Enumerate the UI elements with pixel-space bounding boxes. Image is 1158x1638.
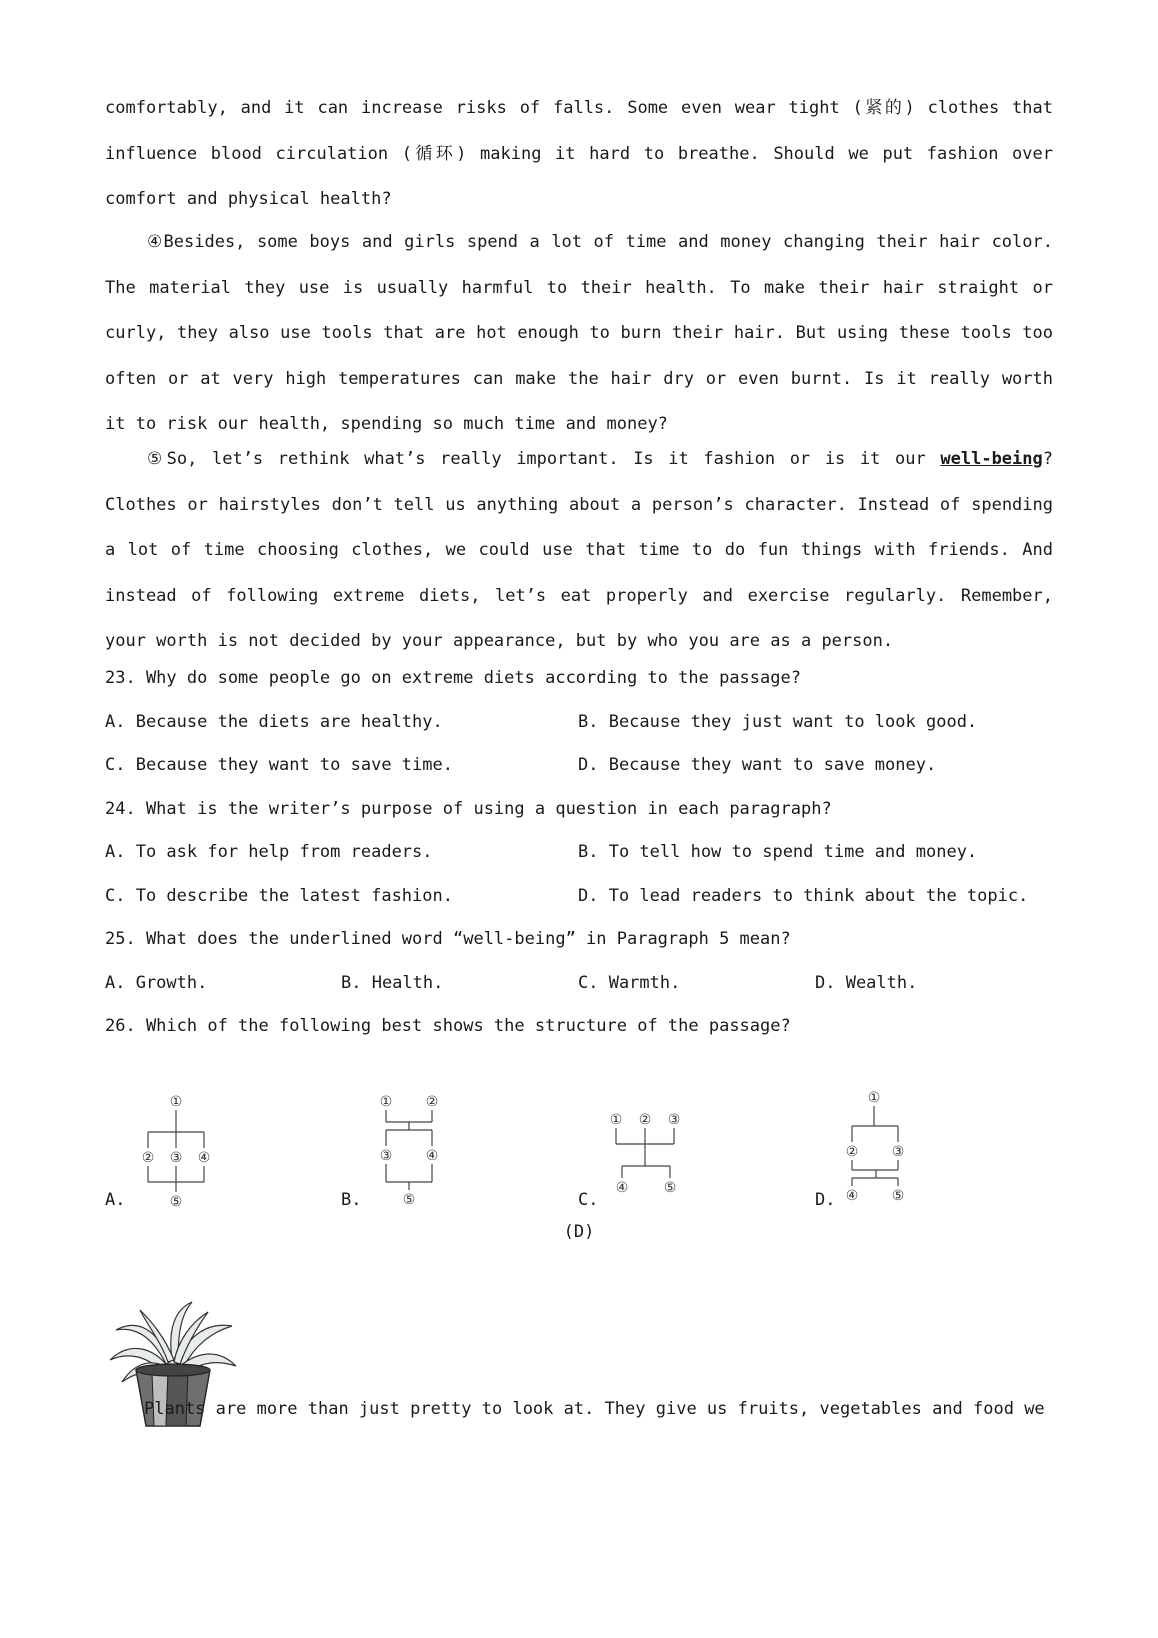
node-2: ② — [425, 1094, 439, 1110]
node-4: ④ — [197, 1150, 211, 1166]
question-24-option-a[interactable]: A. To ask for help from readers. — [105, 842, 433, 862]
question-25-option-a[interactable]: A. Growth. — [105, 973, 208, 993]
node-3: ③ — [667, 1112, 681, 1128]
next-passage-first-line: Plants are more than just pretty to look at. They give us fruits, vegetables and food we — [144, 1399, 1045, 1419]
question-24-option-c[interactable]: C. To describe the latest fashion. — [105, 886, 453, 906]
question-23-option-b[interactable]: B. Because they just want to look good. — [578, 712, 978, 732]
node-1: ① — [379, 1094, 393, 1110]
structure-diagram-c[interactable] — [608, 1108, 698, 1208]
node-3: ③ — [891, 1144, 905, 1160]
paragraph-5-start: ⑤So, let’s rethink what’s really important. Is it fashion or is it our — [147, 449, 941, 469]
question-23-option-a[interactable]: A. Because the diets are healthy. — [105, 712, 443, 732]
question-26-option-c[interactable]: C. — [578, 1190, 599, 1210]
question-26-option-d[interactable]: D. — [815, 1190, 836, 1210]
node-3: ③ — [169, 1150, 183, 1166]
question-23-option-d[interactable]: D. Because they want to save money. — [578, 755, 937, 775]
question-26-option-a[interactable]: A. — [105, 1190, 126, 1210]
node-1: ① — [169, 1094, 183, 1110]
paragraph-5-rest: ? Clothes or hairstyles don’t tell us anything about a person’s character. Instead of spending a lot of time choosing clothes, we could use that time to do fun things with friends. And instead of following extreme diets, let’s eat properly and exercise regularly. Remember, your worth is not decided by your appearance, but by who you are as a person. — [105, 449, 1053, 651]
node-4: ④ — [425, 1148, 439, 1164]
question-24-stem: 24. What is the writer’s purpose of using a question in each paragraph? — [105, 799, 832, 819]
node-4: ④ — [615, 1180, 629, 1196]
node-3: ③ — [379, 1148, 393, 1164]
question-23-option-c[interactable]: C. Because they want to save time. — [105, 755, 453, 775]
structure-diagram-d[interactable] — [836, 1086, 916, 1208]
question-25-option-b[interactable]: B. Health. — [341, 973, 444, 993]
question-24-option-d[interactable]: D. To lead readers to think about the topic. — [578, 886, 1029, 906]
question-23-stem: 23. Why do some people go on extreme diets according to the passage? — [105, 668, 801, 688]
node-2: ② — [141, 1150, 155, 1166]
paragraph-5 — [105, 437, 1053, 665]
section-label: (D) — [563, 1222, 595, 1242]
node-2: ② — [845, 1144, 859, 1160]
node-1: ① — [609, 1112, 623, 1128]
underlined-word: well-being — [940, 449, 1043, 469]
question-25-stem: 25. What does the underlined word “well-being” in Paragraph 5 mean? — [105, 929, 791, 949]
node-2: ② — [638, 1112, 652, 1128]
question-25-option-c[interactable]: C. Warmth. — [578, 973, 681, 993]
question-25-option-d[interactable]: D. Wealth. — [815, 973, 918, 993]
node-5: ⑤ — [169, 1194, 183, 1208]
question-26-stem: 26. Which of the following best shows the structure of the passage? — [105, 1016, 791, 1036]
node-5: ⑤ — [663, 1180, 677, 1196]
paragraph-4: ④Besides, some boys and girls spend a lot of time and money changing their hair color. The material they use is usually harmful to their health. To make their hair straight or curly, they also use tools that are hot enough to burn their hair. But using these tools too often or at very high temperatures can make the hair dry or even burnt. Is it really worth it to risk our health, spending so much time and money? — [105, 232, 1053, 434]
node-5: ⑤ — [891, 1188, 905, 1204]
paragraph-3-end: comfortably, and it can increase risks of falls. Some even wear tight (紧的) clothes that influence blood circulation (循环) making it hard to breathe. Should we put fashion over comfort and physical health? — [105, 98, 1053, 209]
node-4: ④ — [845, 1188, 859, 1204]
question-26-option-b[interactable]: B. — [341, 1190, 362, 1210]
node-1: ① — [867, 1090, 881, 1106]
structure-diagram-a[interactable] — [130, 1090, 220, 1208]
question-24-option-b[interactable]: B. To tell how to spend time and money. — [578, 842, 978, 862]
structure-diagram-b[interactable] — [370, 1090, 460, 1208]
node-5: ⑤ — [402, 1192, 416, 1208]
